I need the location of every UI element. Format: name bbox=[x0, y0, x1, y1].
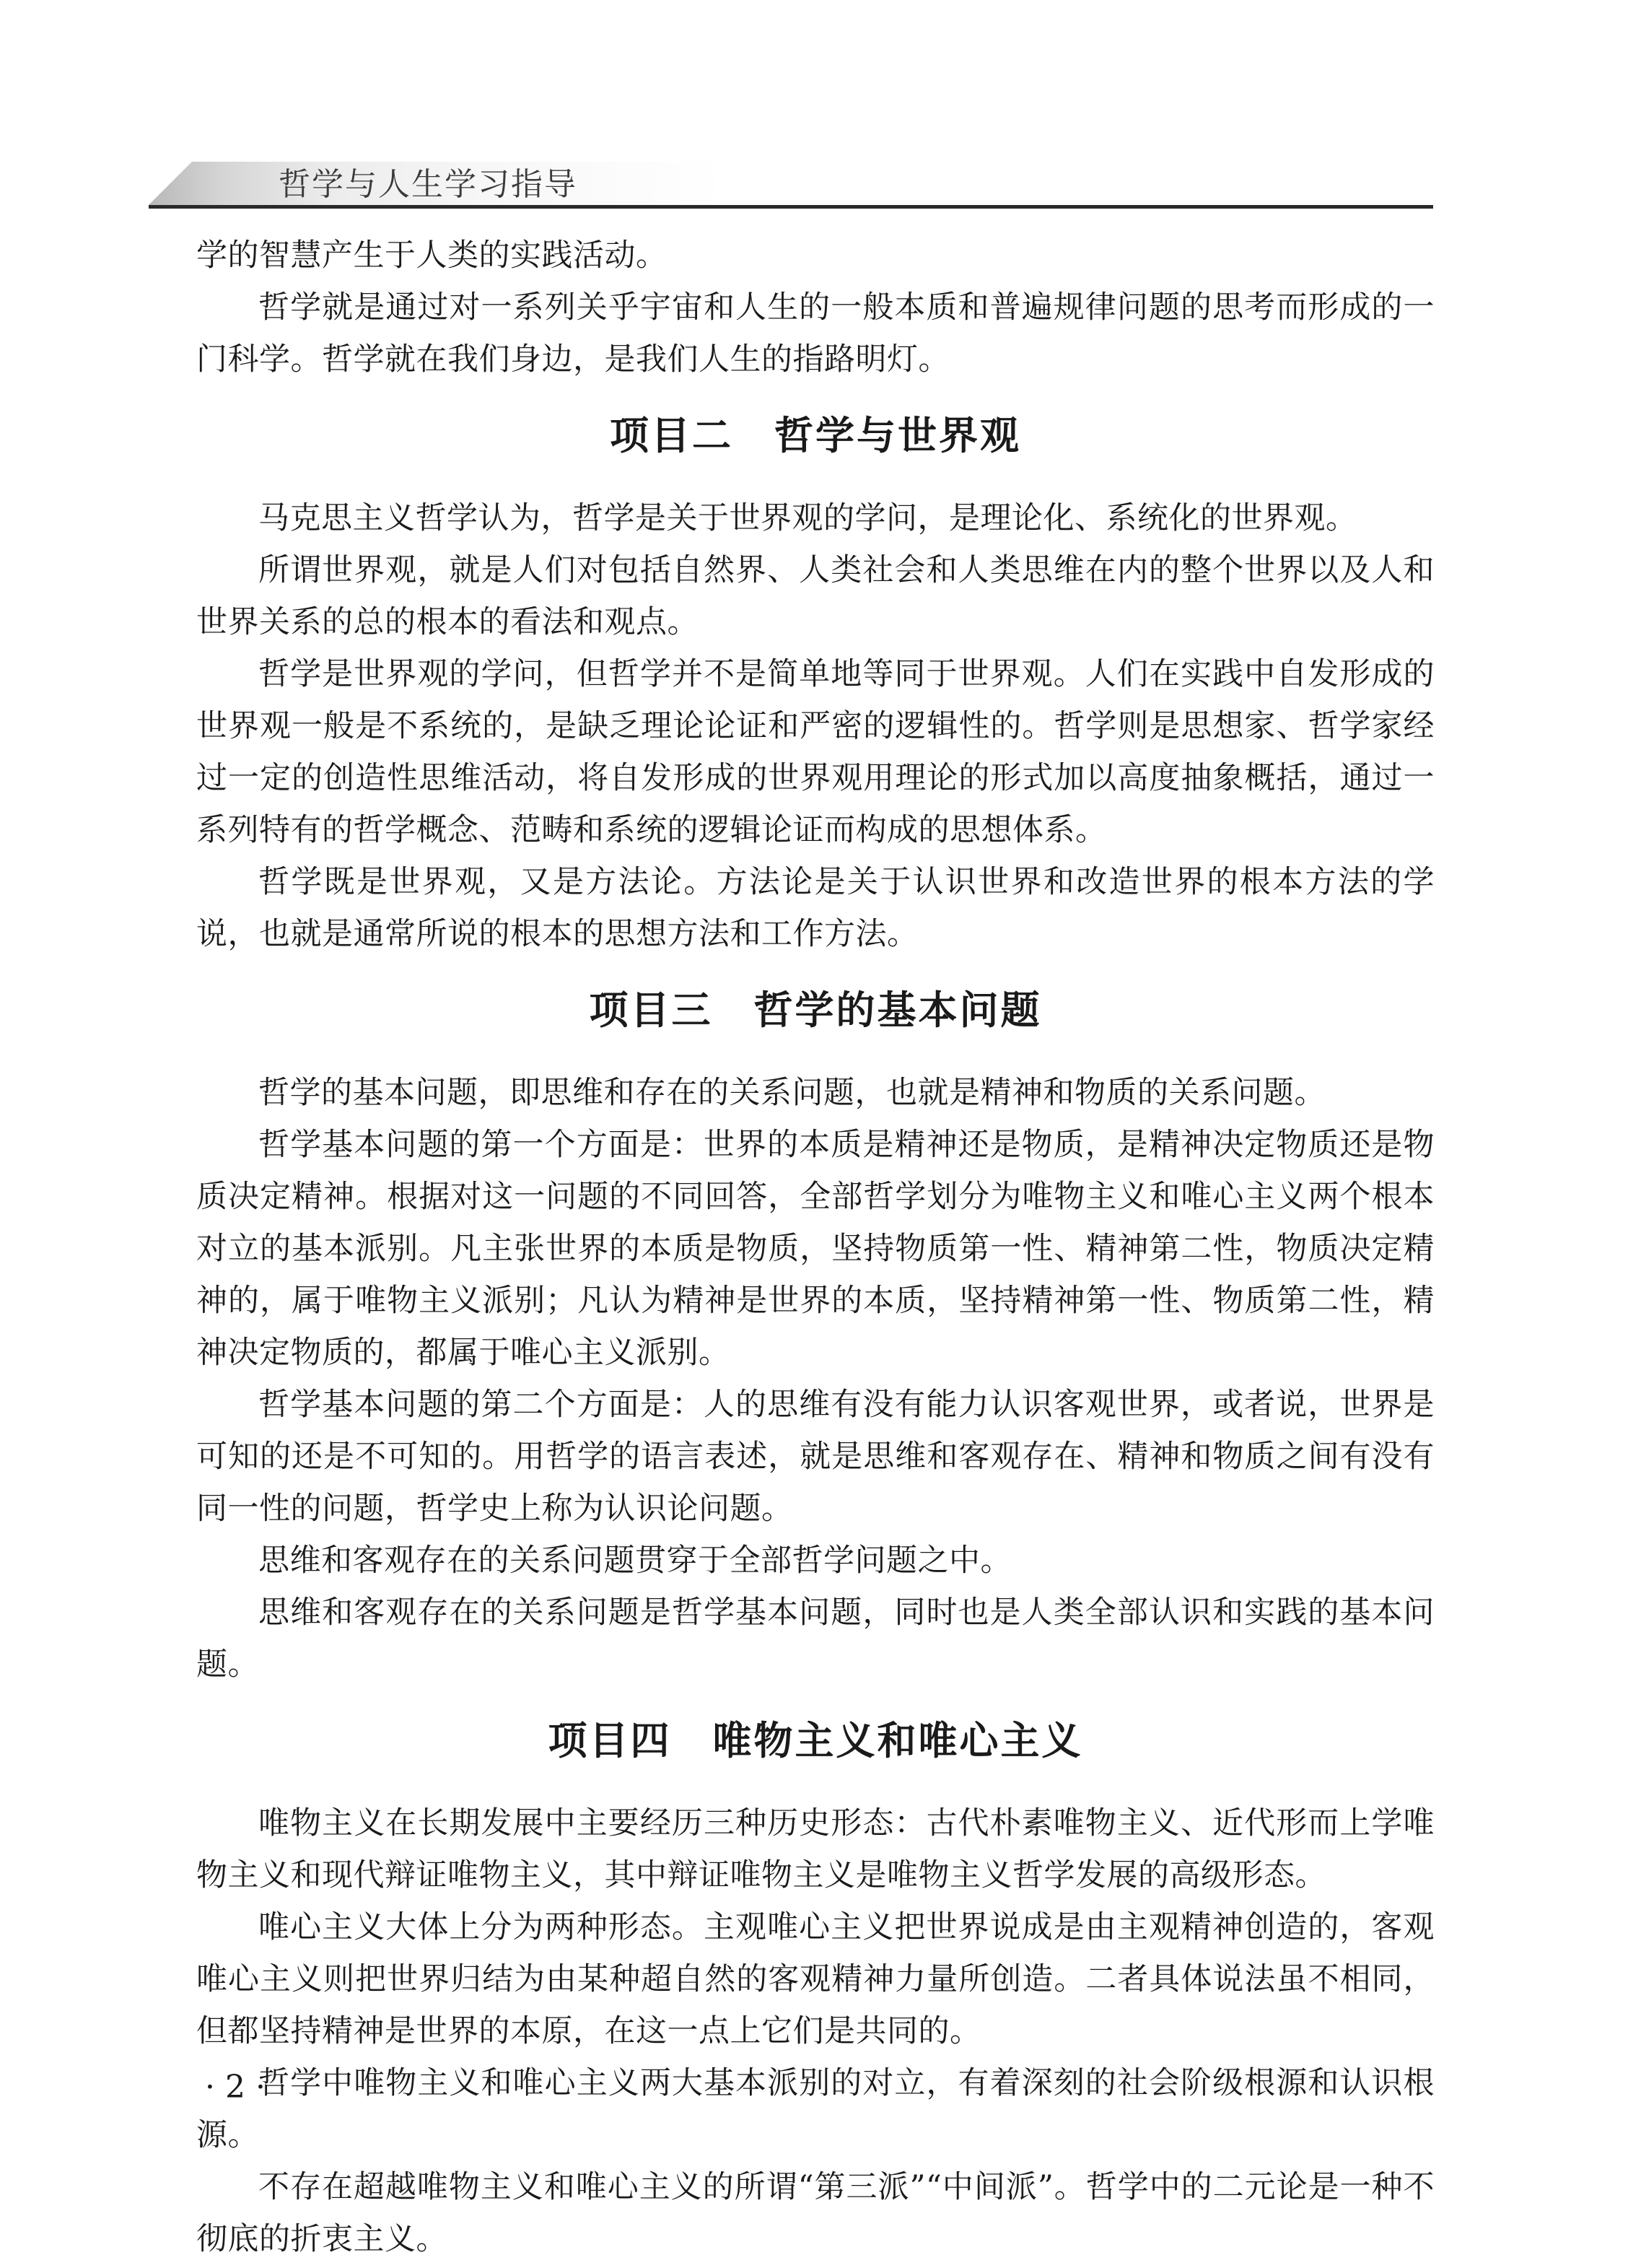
paragraph: 所谓世界观，就是人们对包括自然界、人类社会和人类思维在内的整个世界以及人和世界关系的总的根本的看法和观点。 bbox=[196, 552, 1435, 640]
section-heading-4: 项目四 唯物主义和唯心主义 bbox=[548, 1718, 1083, 1763]
section-heading-2: 项目二 哲学与世界观 bbox=[610, 413, 1021, 458]
paragraph: 哲学是世界观的学问，但哲学并不是简单地等同于世界观。人们在实践中自发形成的世界观一般是不系统的，是缺乏理论论证和严密的逻辑性的。哲学则是思想家、哲学家经过一定的创造性思维活动，将自发形成的世界观用理论的形式加以高度抽象概括，通过一系列特有的哲学概念、范畴和系统的逻辑论证而构成的思想体系。 bbox=[196, 656, 1435, 848]
page-number: · 2 · bbox=[205, 2069, 266, 2106]
paragraph: 唯心主义大体上分为两种形态。主观唯心主义把世界说成是由主观精神创造的，客观唯心主义则把世界归结为由某种超自然的客观精神力量所创造。二者具体说法虽不相同，但都坚持精神是世界的本原，在这一点上它们是共同的。 bbox=[196, 1909, 1435, 2049]
paragraph: 不存在超越唯物主义和唯心主义的所谓“第三派”“中间派”。哲学中的二元论是一种不彻底的折衷主义。 bbox=[196, 2169, 1435, 2257]
paragraph: 思维和客观存在的关系问题贯穿于全部哲学问题之中。 bbox=[258, 1543, 1012, 1579]
page-content bbox=[196, 230, 1435, 2265]
paragraph: 哲学基本问题的第一个方面是：世界的本质是精神还是物质，是精神决定物质还是物质决定精神。根据对这一问题的不同回答，全部哲学划分为唯物主义和唯心主义两个根本对立的基本派别。凡主张世界的本质是物质，坚持物质第一性、精神第二性，物质决定精神的，属于唯物主义派别；凡认为精神是世界的本质，坚持精神第一性、物质第二性，精神决定物质的，都属于唯心主义派别。 bbox=[196, 1127, 1435, 1371]
paragraph: 唯物主义在长期发展中主要经历三种历史形态：古代朴素唯物主义、近代形而上学唯物主义和现代辩证唯物主义，其中辩证唯物主义是唯物主义哲学发展的高级形态。 bbox=[196, 1805, 1435, 1893]
running-title: 哲学与人生学习指导 bbox=[279, 166, 577, 203]
header-rule bbox=[149, 205, 1433, 209]
paragraph: 哲学就是通过对一系列关乎宇宙和人生的一般本质和普遍规律问题的思考而形成的一门科学。哲学就在我们身边，是我们人生的指路明灯。 bbox=[196, 289, 1435, 378]
section-heading-3: 项目三 哲学的基本问题 bbox=[589, 987, 1042, 1033]
running-header bbox=[149, 162, 1433, 212]
paragraph: 哲学中唯物主义和唯心主义两大基本派别的对立，有着深刻的社会阶级根源和认识根源。 bbox=[196, 2065, 1435, 2153]
paragraph: 哲学的基本问题，即思维和存在的关系问题，也就是精神和物质的关系问题。 bbox=[258, 1075, 1326, 1111]
paragraph: 马克思主义哲学认为，哲学是关于世界观的学问，是理论化、系统化的世界观。 bbox=[258, 500, 1357, 536]
paragraph: 思维和客观存在的关系问题是哲学基本问题，同时也是人类全部认识和实践的基本问题。 bbox=[196, 1595, 1435, 1683]
paragraph: 哲学基本问题的第二个方面是：人的思维有没有能力认识客观世界，或者说，世界是可知的还是不可知的。用哲学的语言表述，就是思维和客观存在、精神和物质之间有没有同一性的问题，哲学史上称为认识论问题。 bbox=[196, 1387, 1435, 1527]
paragraph-continued: 学的智慧产生于人类的实践活动。 bbox=[196, 237, 668, 274]
paragraph: 哲学既是世界观，又是方法论。方法论是关于认识世界和改造世界的根本方法的学说，也就是通常所说的根本的思想方法和工作方法。 bbox=[196, 864, 1435, 952]
